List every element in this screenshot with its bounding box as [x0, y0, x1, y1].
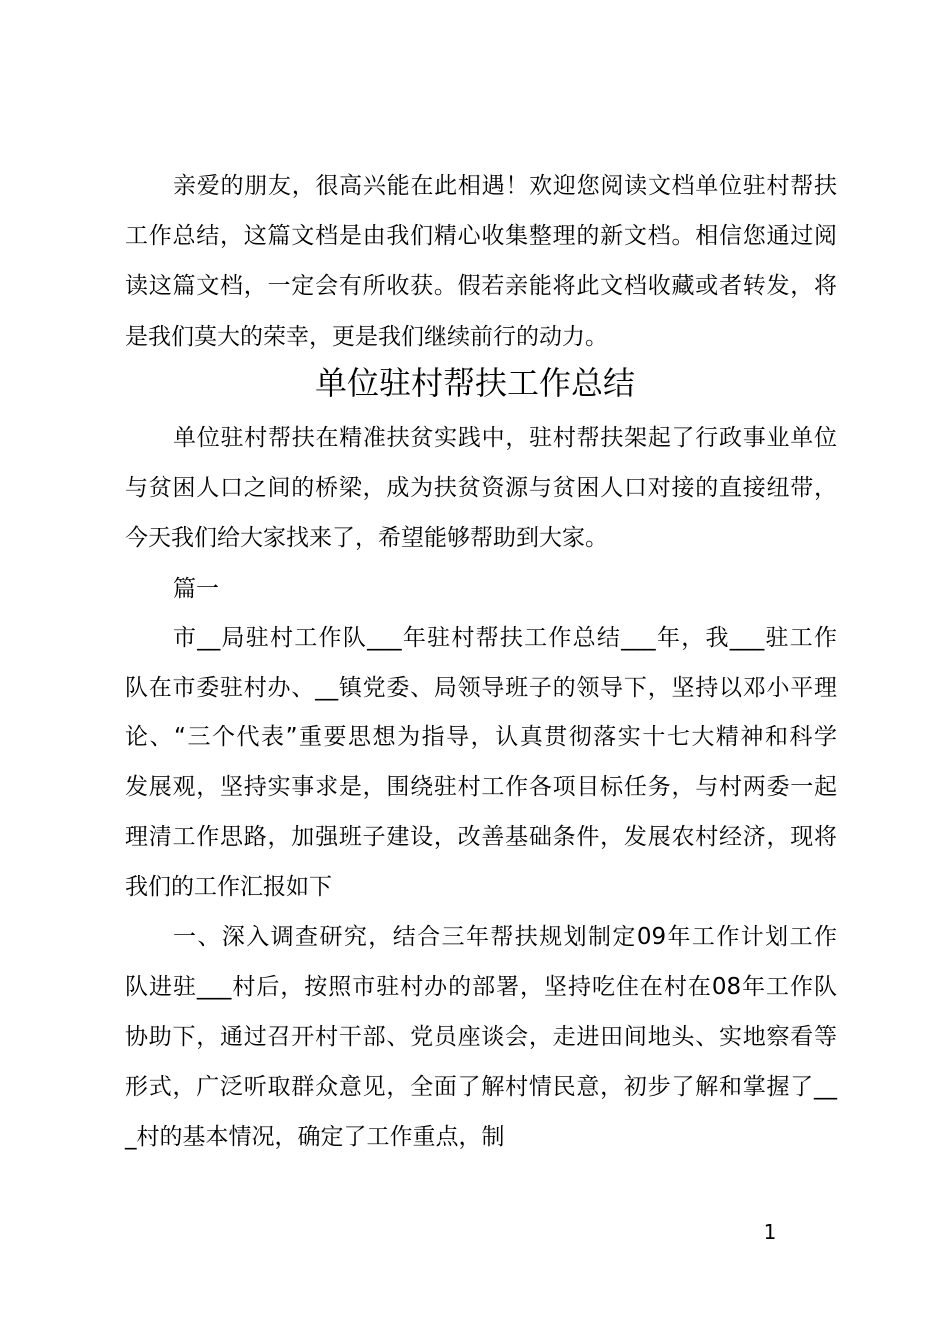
- item-line-4: 形式，广泛听取群众意见，全面了解村情民意，初步了解和掌握了__: [125, 1074, 837, 1100]
- body-line-1: 市__局驻村工作队___年驻村帮扶工作总结___年，我___驻工作: [173, 625, 837, 651]
- intro-line-3: 读这篇文档，一定会有所收获。假若亲能将此文档收藏或者转发，将: [125, 273, 837, 299]
- page-number: 1: [763, 1220, 777, 1244]
- intro-line-2: 工作总结，这篇文档是由我们精心收集整理的新文档。相信您通过阅: [125, 223, 837, 249]
- intro-line-4: 是我们莫大的荣幸，更是我们继续前行的动力。: [125, 324, 608, 350]
- section-heading: 篇一: [173, 576, 219, 602]
- item-line-5: _村的基本情况，确定了工作重点，制: [125, 1124, 505, 1150]
- item-line-2: 队进驻___村后，按照市驻村办的部署，坚持吃住在村在08年工作队: [125, 974, 837, 1000]
- item-line-3: 协助下，通过召开村干部、党员座谈会，走进田间地头、实地察看等: [125, 1024, 837, 1050]
- body-line-5: 理清工作思路，加强班子建设，改善基础条件，发展农村经济，现将: [125, 824, 837, 850]
- body-line-2: 队在市委驻村办、__镇党委、局领导班子的领导下，坚持以邓小平理: [125, 675, 837, 701]
- body-line-3: 论、“三个代表”重要思想为指导，认真贯彻落实十七大精神和科学: [125, 724, 837, 750]
- intro-line-1: 亲爱的朋友，很高兴能在此相遇！欢迎您阅读文档单位驻村帮扶: [173, 173, 837, 199]
- lead-line-1: 单位驻村帮扶在精准扶贫实践中，驻村帮扶架起了行政事业单位: [173, 425, 837, 451]
- document-title: 单位驻村帮扶工作总结: [314, 364, 635, 402]
- lead-line-2: 与贫困人口之间的桥梁，成为扶贫资源与贫困人口对接的直接纽带，: [125, 475, 837, 501]
- lead-line-3: 今天我们给大家找来了，希望能够帮助到大家。: [125, 525, 608, 551]
- body-line-6: 我们的工作汇报如下: [125, 874, 332, 900]
- body-line-4: 发展观，坚持实事求是，围绕驻村工作各项目标任务，与村两委一起: [125, 774, 837, 800]
- item-line-1: 一、深入调查研究，结合三年帮扶规划制定09年工作计划工作: [173, 924, 837, 950]
